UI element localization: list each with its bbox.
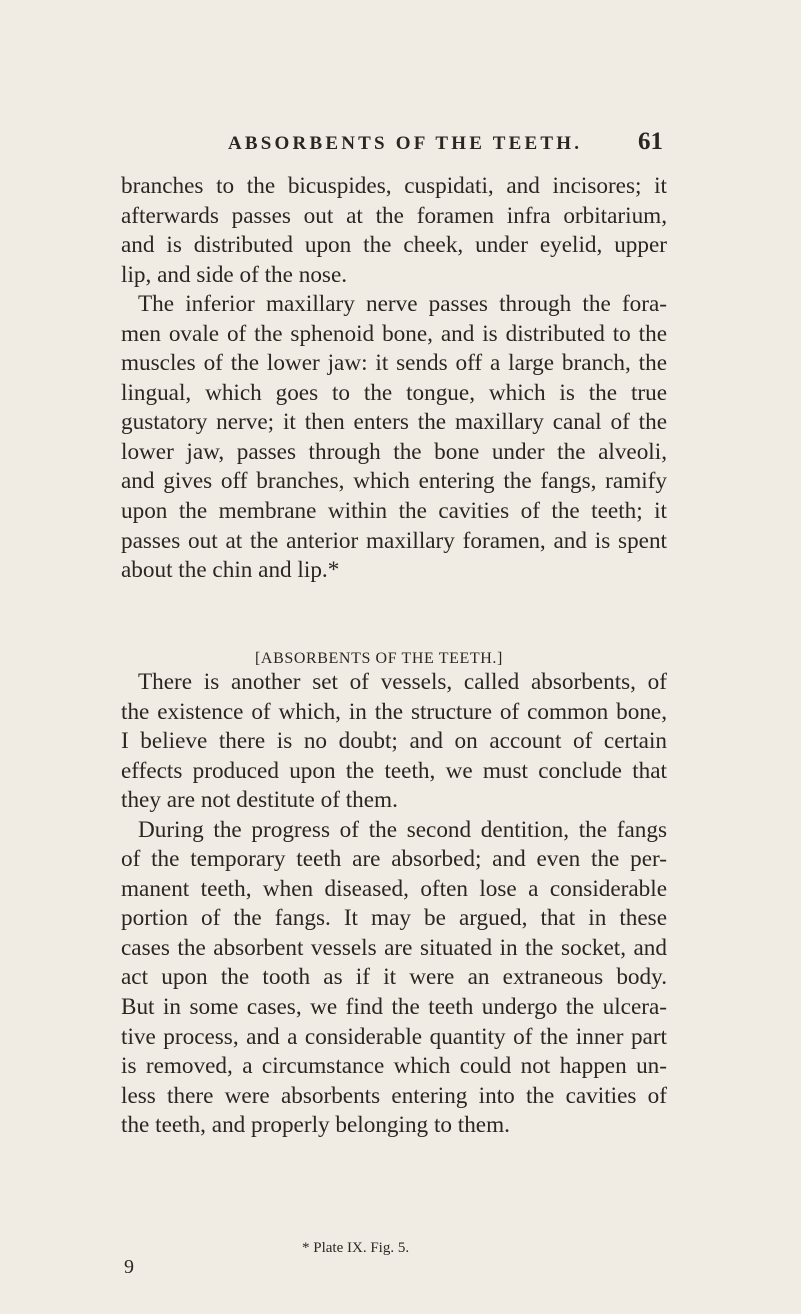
text-line: lip, and side of the nose. <box>121 261 348 288</box>
text-line: tive process, and a considerable quantity of the inner part <box>121 1023 667 1050</box>
text-line: effects produced upon the teeth, we must conclude that <box>121 757 667 784</box>
text-line: lower jaw, passes through the bone under the alveoli, <box>121 438 667 465</box>
text-line: is removed, a circumstance which could not happen un- <box>121 1053 667 1080</box>
footnote: * Plate IX. Fig. 5. <box>302 1240 410 1256</box>
text-line: the existence of which, in the structure of common bone, <box>121 698 667 725</box>
text-line: afterwards passes out at the foramen infra orbitarium, <box>121 202 667 229</box>
text-line: But in some cases, we find the teeth undergo the ulcera- <box>121 994 667 1021</box>
text-line: they are not destitute of them. <box>121 787 398 814</box>
text-line: about the chin and lip.* <box>121 557 340 584</box>
text-line: There is another set of vessels, called absorbents, of <box>138 669 667 695</box>
text-line: branches to the bicuspides, cuspidati, and incisores; it <box>121 173 667 199</box>
text-line: lingual, which goes to the tongue, which is the true <box>121 379 667 406</box>
text-line: The inferior maxillary nerve passes through the fora- <box>138 291 667 318</box>
signature-mark: 9 <box>124 1256 134 1278</box>
page-number: 61 <box>638 128 663 155</box>
section-heading: [ABSORBENTS OF THE TEETH.] <box>255 650 503 667</box>
text-line: passes out at the anterior maxillary foramen, and is spent <box>121 527 667 554</box>
running-head: ABSORBENTS OF THE TEETH. <box>228 133 583 154</box>
paragraph-4 <box>121 816 667 1141</box>
text-line: of the temporary teeth are absorbed; and even the per- <box>121 846 667 873</box>
text-line: During the progress of the second dentition, the fangs <box>138 816 667 843</box>
text-line: upon the membrane within the cavities of the teeth; it <box>121 498 667 525</box>
text-line: the teeth, and properly belonging to them. <box>121 1112 510 1139</box>
text-line: act upon the tooth as if it were an extraneous body. <box>121 964 667 991</box>
body-text-bottom <box>121 668 667 1141</box>
text-line: gustatory nerve; it then enters the maxillary canal of the <box>121 409 667 436</box>
paragraph-1 <box>121 172 667 290</box>
text-line: men ovale of the sphenoid bone, and is distributed to the <box>121 320 667 347</box>
text-line: manent teeth, when diseased, often lose a considerable <box>121 875 667 902</box>
text-line: less there were absorbents entering into the cavities of <box>121 1082 667 1109</box>
text-line: portion of the fangs. It may be argued, that in these <box>121 905 667 932</box>
paragraph-2 <box>121 290 667 585</box>
text-line: muscles of the lower jaw: it sends off a large branch, the <box>121 350 667 377</box>
text-line: and gives off branches, which entering the fangs, ramify <box>121 468 667 495</box>
body-text-top <box>121 172 667 586</box>
text-line: cases the absorbent vessels are situated in the socket, and <box>121 934 667 961</box>
text-line: and is distributed upon the cheek, under eyelid, upper <box>121 232 667 259</box>
paragraph-3 <box>121 668 667 816</box>
text-line: I believe there is no doubt; and on account of certain <box>121 728 667 755</box>
